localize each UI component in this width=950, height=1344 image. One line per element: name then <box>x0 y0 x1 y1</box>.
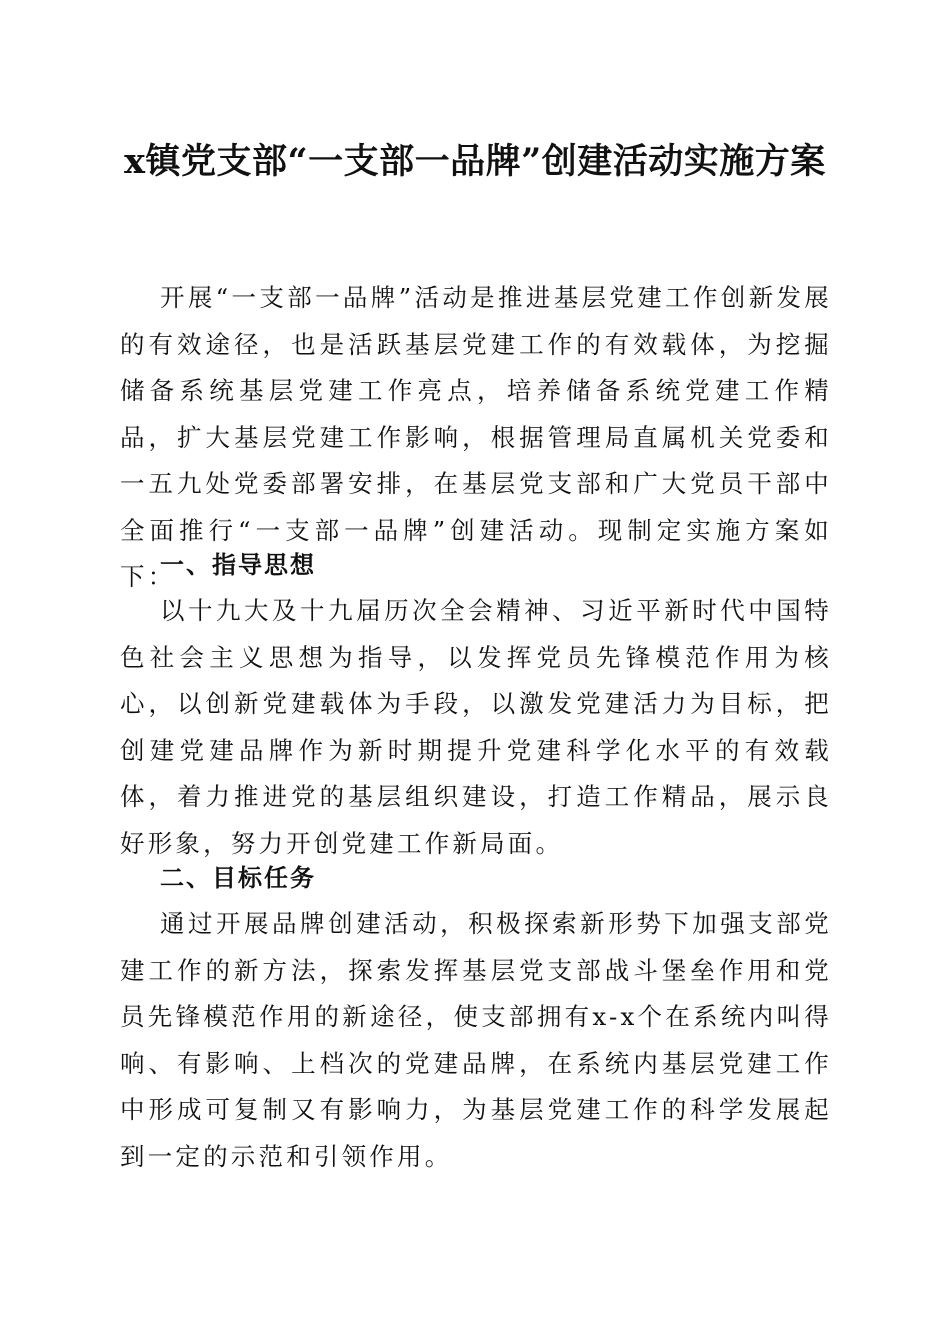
section-paragraph-guiding-ideology: 以十九大及十九届历次全会精神、习近平新时代中国特色社会主义思想为指导，以发挥党员先锋模范作用为核心，以创新党建载体为手段，以激发党建活力为目标，把创建党建品牌作为新时期提升党建科学化水平的有效载体，着力推进党的基层组织建设，打造工作精品，展示良好形象，努力开创党建工作新局面。 <box>120 596 832 858</box>
section-paragraph-goals-tasks: 通过开展品牌创建活动，积极探索新形势下加强支部党建工作的新方法，探索发挥基层党支部战斗堡垒作用和党员先锋模范作用的新途径，使支部拥有x-x个在系统内叫得响、有影响、上档次的党建品牌，在系统内基层党建工作中形成可复制又有影响力，为基层党建工作的科学发展起到一定的示范和引领作用。 <box>120 909 832 1171</box>
intro-paragraph: 开展“一支部一品牌”活动是推进基层党建工作创新发展的有效途径，也是活跃基层党建工作的有效载体，为挖掘储备系统基层党建工作亮点，培养储备系统党建工作精品，扩大基层党建工作影响，根据管理局直属机关党委和一五九处党委部署安排，在基层党支部和广大党员干部中全面推行“一支部一品牌”创建活动。现制定实施方案如下： <box>120 283 832 591</box>
section-heading-goals-tasks: 二、目标任务 <box>160 864 316 892</box>
document-title: x镇党支部“一支部一品牌”创建活动实施方案 <box>124 141 826 182</box>
section-heading-guiding-ideology: 一、指导思想 <box>160 551 316 579</box>
